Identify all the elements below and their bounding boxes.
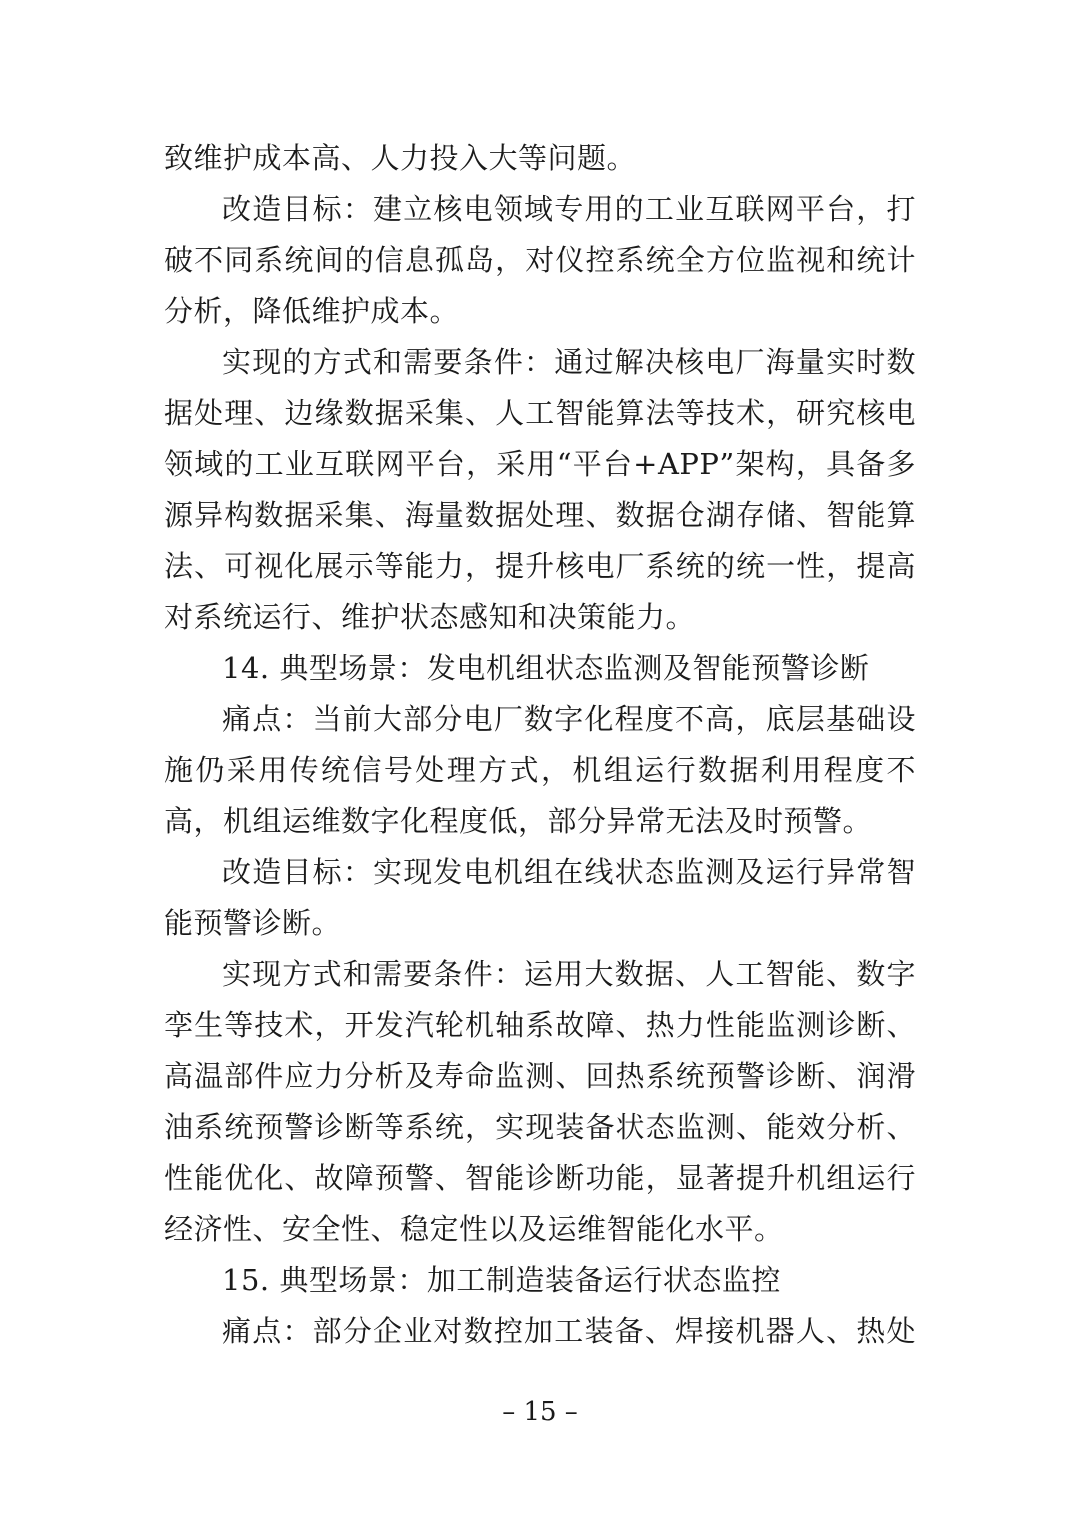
page-number: – 15 – — [502, 1397, 578, 1427]
text-line: 致维护成本高、人力投入大等问题。 — [164, 141, 637, 175]
text-line: 破不同系统间的信息孤岛，对仪控系统全方位监视和统计 — [164, 243, 916, 277]
text-line: 据处理、边缘数据采集、人工智能算法等技术，研究核电 — [164, 396, 916, 430]
text-line: 实现方式和需要条件：运用大数据、人工智能、数字 — [222, 957, 916, 991]
text-line: 油系统预警诊断等系统，实现装备状态监测、能效分析、 — [164, 1110, 916, 1144]
text-line: 痛点：部分企业对数控加工装备、焊接机器人、热处 — [222, 1314, 916, 1348]
text-line: 15. 典型场景：加工制造装备运行状态监控 — [222, 1263, 781, 1297]
text-line: 高温部件应力分析及寿命监测、回热系统预警诊断、润滑 — [164, 1059, 916, 1093]
text-line: 高，机组运维数字化程度低，部分异常无法及时预警。 — [164, 804, 873, 838]
text-line: 改造目标：实现发电机组在线状态监测及运行异常智 — [222, 855, 916, 889]
text-line: 分析，降低维护成本。 — [164, 294, 460, 328]
text-line: 经济性、安全性、稳定性以及运维智能化水平。 — [164, 1212, 784, 1246]
text-line: 14. 典型场景：发电机组状态监测及智能预警诊断 — [222, 651, 870, 685]
text-line: 领域的工业互联网平台，采用“平台+APP”架构，具备多 — [164, 447, 916, 481]
text-line: 施仍采用传统信号处理方式，机组运行数据利用程度不 — [164, 753, 916, 787]
text-line: 法、可视化展示等能力，提升核电厂系统的统一性，提高 — [164, 549, 916, 583]
text-line: 实现的方式和需要条件：通过解决核电厂海量实时数 — [222, 345, 916, 379]
text-line: 源异构数据采集、海量数据处理、数据仓湖存储、智能算 — [164, 498, 916, 532]
text-line: 能预警诊断。 — [164, 906, 342, 940]
text-line: 痛点：当前大部分电厂数字化程度不高，底层基础设 — [222, 702, 916, 736]
text-line: 改造目标：建立核电领域专用的工业互联网平台，打 — [222, 192, 916, 226]
text-line: 孪生等技术，开发汽轮机轴系故障、热力性能监测诊断、 — [164, 1008, 916, 1042]
text-line: 性能优化、故障预警、智能诊断功能，显著提升机组运行 — [164, 1161, 916, 1195]
document-body — [164, 133, 916, 1357]
text-line: 对系统运行、维护状态感知和决策能力。 — [164, 600, 696, 634]
